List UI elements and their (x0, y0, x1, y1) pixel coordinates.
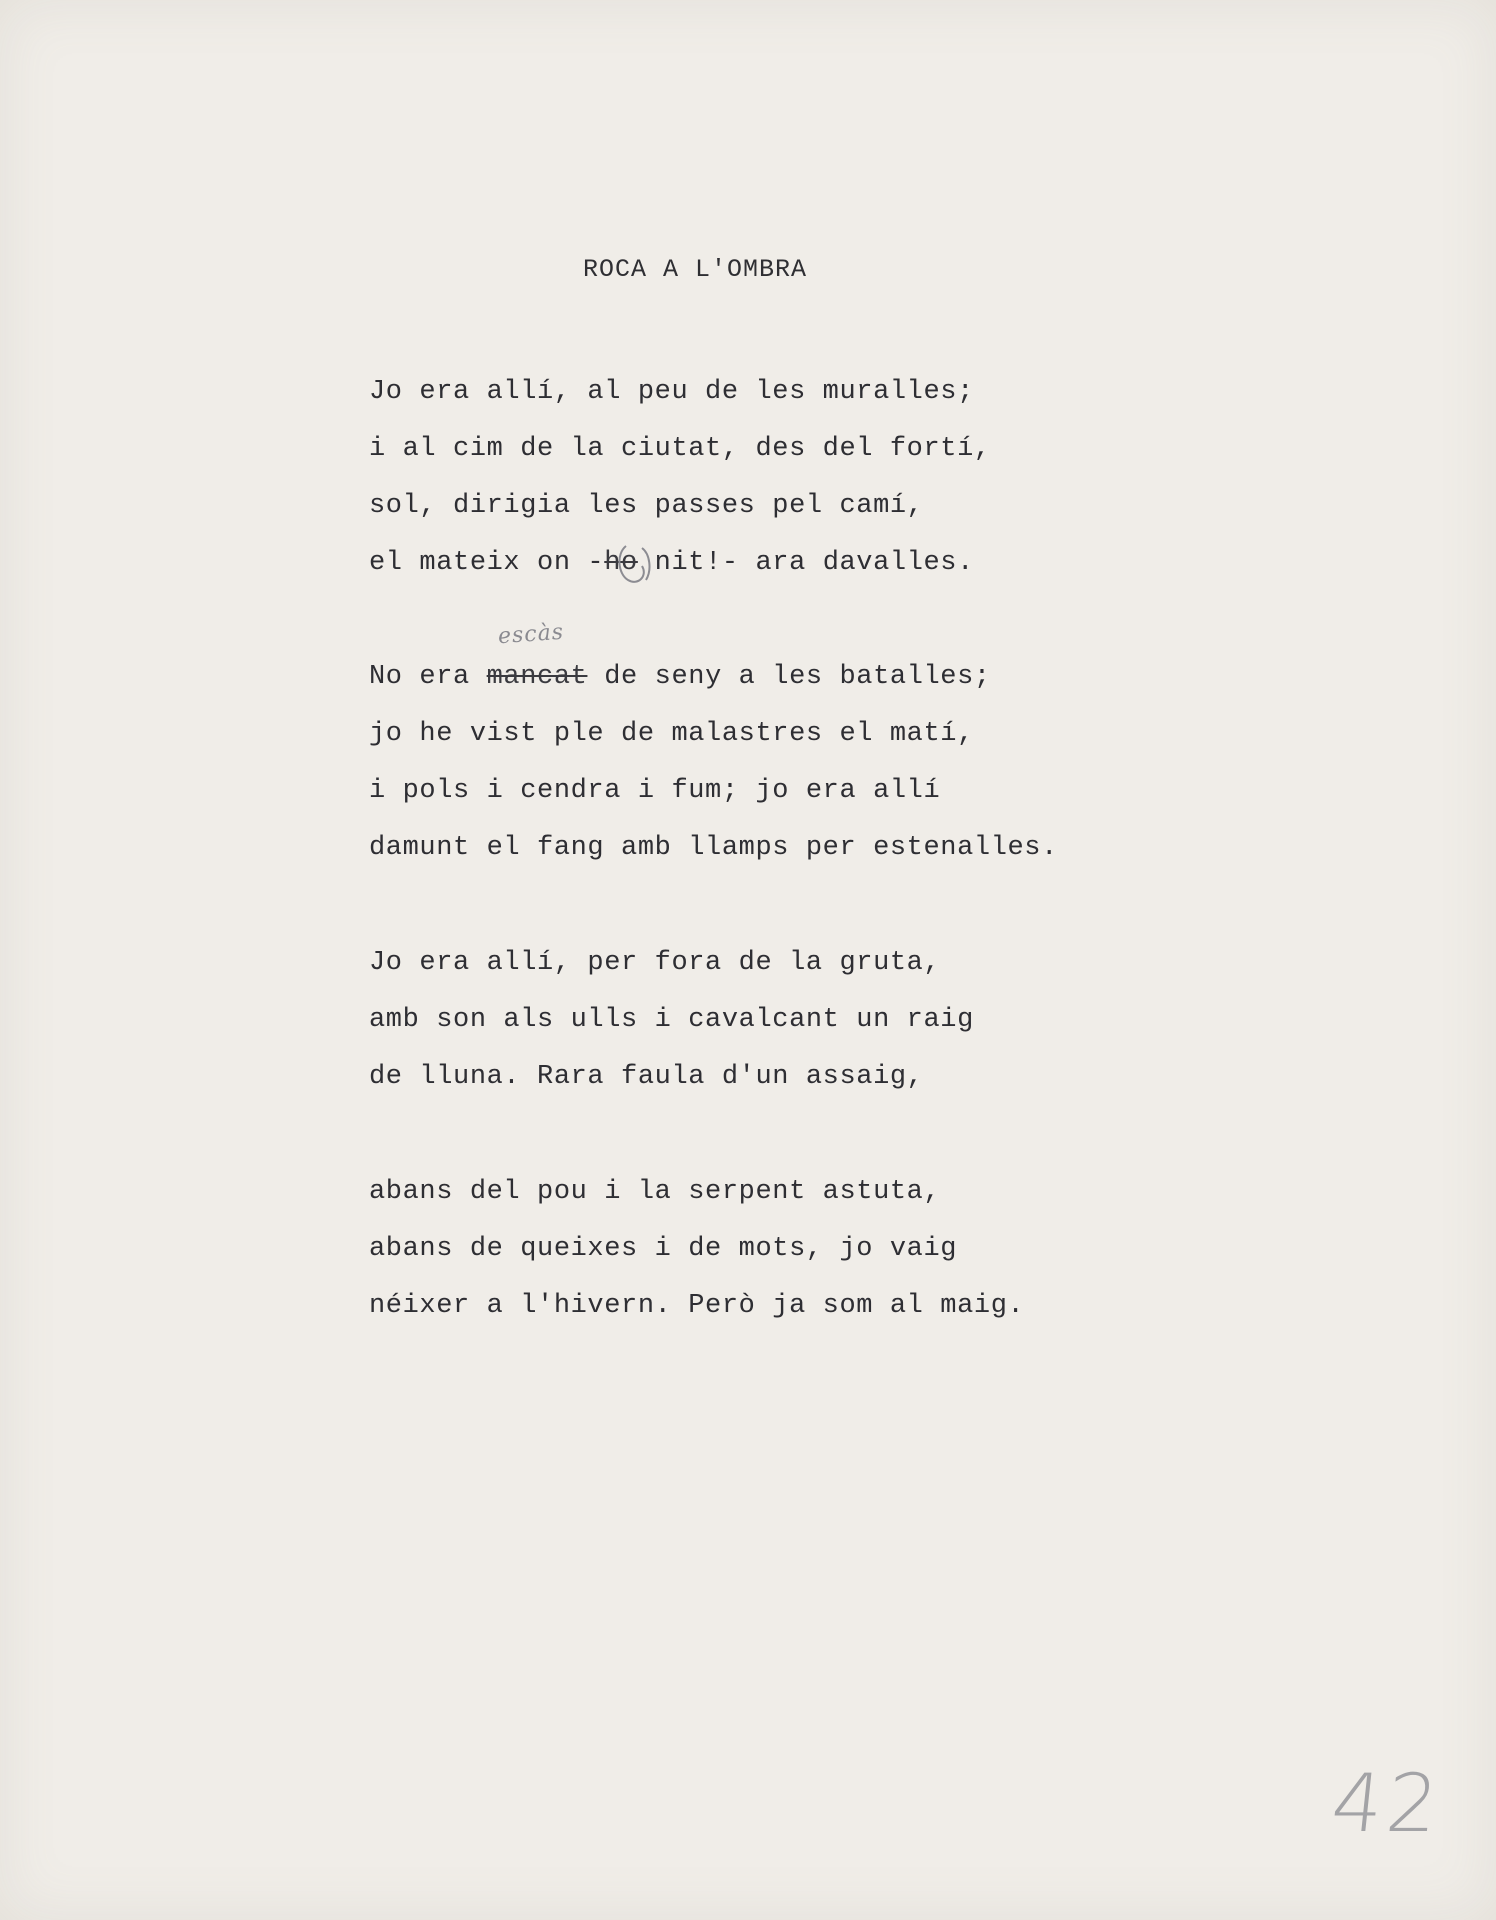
struck-word: mancat (486, 662, 588, 692)
poem-line: abans del pou i la serpent astuta, (369, 1177, 941, 1207)
poem-line: amb son als ulls i cavalcant un raig (369, 1005, 974, 1035)
poem-line: i pols i cendra i fum; jo era allí (369, 776, 941, 806)
line-text: No era (369, 662, 487, 692)
poem-line-with-correction (369, 548, 974, 578)
poem-line-with-correction (369, 662, 991, 692)
line-text: nit!- ara davalles. (637, 548, 974, 578)
handwritten-correction: escàs (497, 619, 565, 650)
poem-line: sol, dirigia les passes pel camí, (369, 491, 924, 521)
poem-line: jo he vist ple de malastres el matí, (369, 719, 974, 749)
page-number: 42 (1327, 1757, 1447, 1850)
poem-line: Jo era allí, per fora de la gruta, (369, 948, 941, 978)
struck-word: ho (604, 548, 638, 578)
poem-line: i al cim de la ciutat, des del fortí, (369, 434, 991, 464)
poem-title: ROCA A L'OMBRA (583, 255, 808, 284)
poem-line: Jo era allí, al peu de les muralles; (369, 377, 974, 407)
poem-line: damunt el fang amb llamps per estenalles. (369, 833, 1058, 863)
line-text: el mateix on - (369, 548, 605, 578)
line-text: de seny a les batalles; (587, 662, 991, 692)
poem-line: de lluna. Rara faula d'un assaig, (369, 1062, 924, 1092)
poem-line: néixer a l'hivern. Però ja som al maig. (369, 1291, 1025, 1321)
poem-line: abans de queixes i de mots, jo vaig (369, 1234, 958, 1264)
handwritten-mark-icon (612, 540, 656, 588)
